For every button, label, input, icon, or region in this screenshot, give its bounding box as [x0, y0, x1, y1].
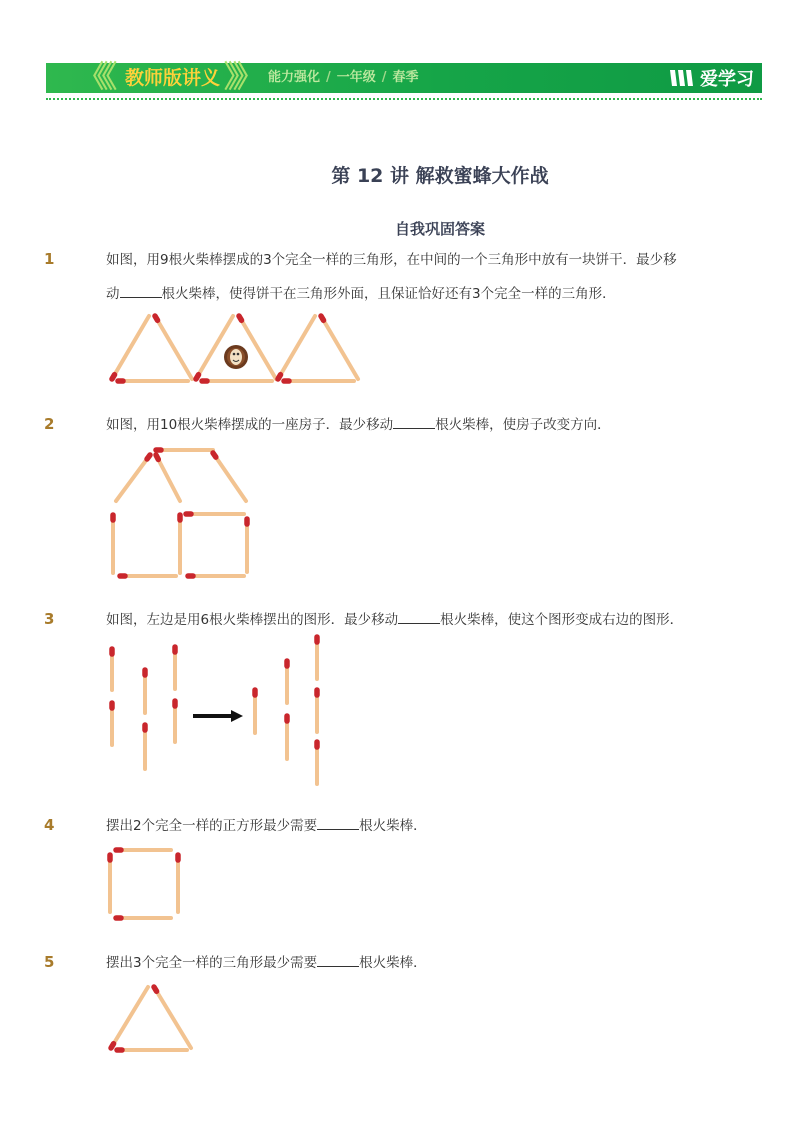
answer-blank[interactable] [393, 416, 435, 429]
question-text: 动 根火柴棒，使得饼干在三角形外面，且保证恰好还有3个完全一样的三角形． [106, 286, 616, 302]
matchstick [278, 316, 315, 379]
breadcrumb-item: 一年级 [336, 70, 376, 85]
chevron-right-icon: 》》 [224, 60, 257, 95]
matchstick [239, 316, 276, 379]
matchstick [155, 316, 192, 379]
brand-text: 爱学习 [700, 69, 754, 90]
question-number: 5 [44, 953, 55, 971]
matchstick [112, 316, 149, 379]
breadcrumb-item: 能力强化 [268, 70, 321, 85]
lecture-title: 第 12 讲 解救蜜蜂大作战 [331, 165, 549, 187]
section-title: 自我巩固答案 [394, 220, 485, 238]
chevron-left-icon: 《《 [78, 60, 111, 95]
question-number: 2 [44, 415, 55, 433]
cookie-icon [224, 345, 248, 369]
matchstick [111, 987, 148, 1048]
matchstick [321, 316, 358, 379]
question-text: 摆出3个完全一样的三角形最少需要 根火柴棒． [106, 955, 427, 971]
matchstick [156, 455, 180, 501]
answer-blank[interactable] [317, 817, 359, 830]
question-number: 3 [44, 610, 55, 628]
banner-title: 教师版讲义 [125, 67, 221, 89]
matchstick [213, 453, 246, 501]
answer-blank[interactable] [317, 954, 359, 967]
breadcrumb-item: 春季 [392, 70, 419, 85]
question-text: 如图，用10根火柴棒摆成的一座房子．最少移动 根火柴棒，使房子改变方向． [106, 417, 611, 433]
matchstick [116, 455, 150, 501]
matchstick [154, 987, 191, 1048]
matchstick [196, 316, 233, 379]
question-text: 如图，左边是用6根火柴棒摆出的图形．最少移动 根火柴棒，使这个图形变成右边的图形． [106, 612, 684, 628]
breadcrumb: 能力强化 / 一年级 / 春季 [268, 70, 419, 85]
question-text: 摆出2个完全一样的正方形最少需要 根火柴棒． [106, 818, 427, 834]
question-number: 4 [44, 816, 55, 834]
question-number: 1 [44, 250, 55, 268]
question-text: 如图，用9根火柴棒摆成的3个完全一样的三角形，在中间的一个三角形中放有一块饼干．最少移 [106, 252, 677, 268]
answer-blank[interactable] [398, 611, 440, 624]
arrow-right-icon [193, 710, 243, 722]
